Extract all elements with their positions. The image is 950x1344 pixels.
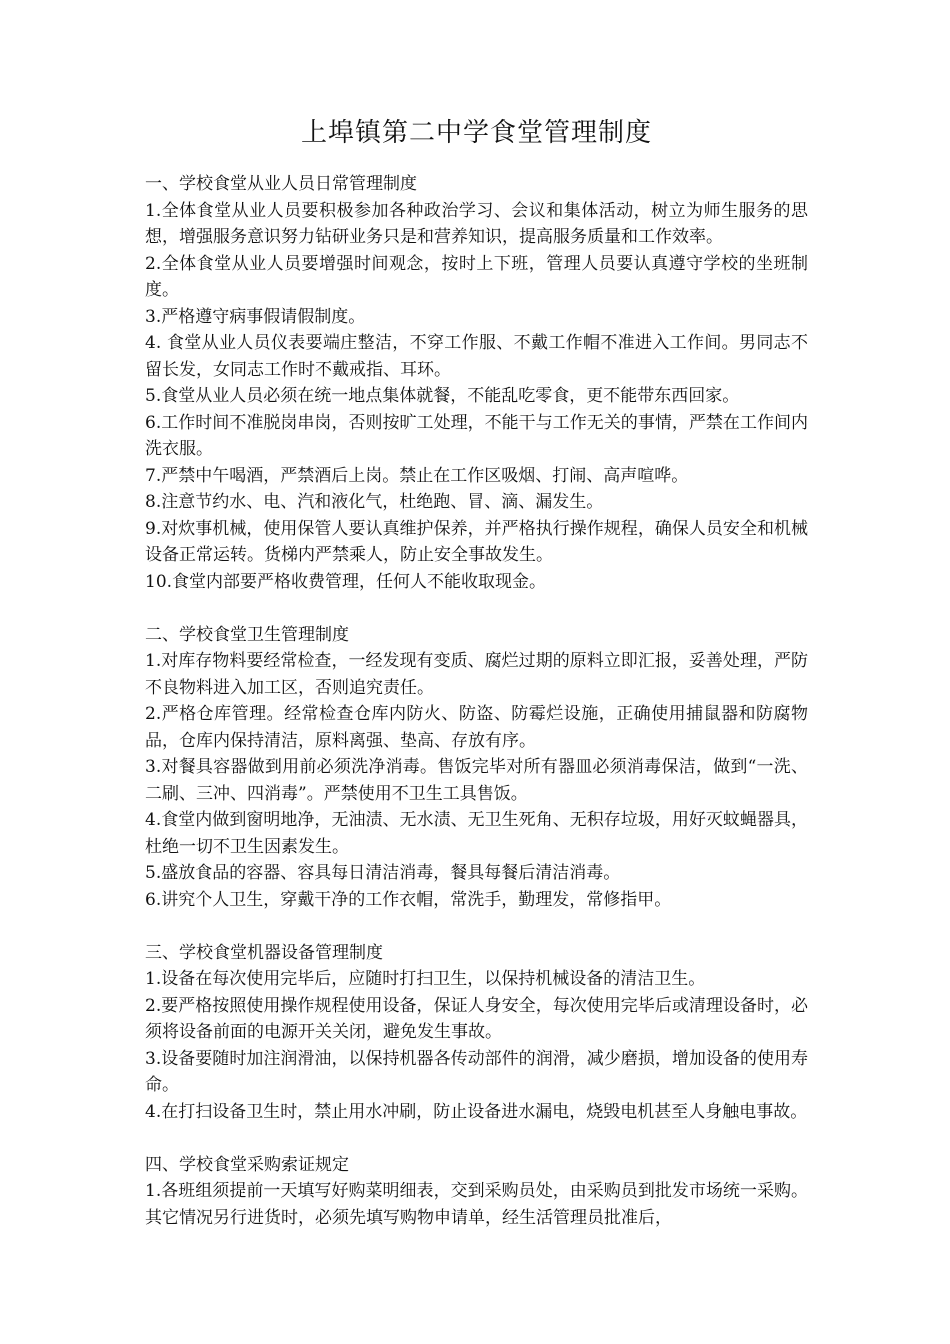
rule-item: 5.盛放食品的容器、容具每日清洁消毒，餐具每餐后清洁消毒。 (145, 863, 621, 883)
section-heading: 一、学校食堂从业人员日常管理制度 (145, 174, 417, 194)
section-2 (145, 622, 808, 914)
section-spacer (145, 1125, 808, 1152)
rule-item: 1.设备在每次使用完毕后，应随时打扫卫生，以保持机械设备的清洁卫生。 (145, 969, 706, 989)
section-heading: 四、学校食堂采购索证规定 (145, 1154, 349, 1175)
rule-item: 4.食堂内做到窗明地净，无油渍、无水渍、无卫生死角、无积存垃圾，用好灭蚊蝇器具，杜绝一切不卫生因素发生。 (145, 810, 808, 857)
rule-item: 2.全体食堂从业人员要增强时间观念，按时上下班，管理人员要认真遵守学校的坐班制度。 (145, 253, 808, 300)
section-heading: 二、学校食堂卫生管理制度 (145, 624, 349, 645)
rule-item: 10.食堂内部要严格收费管理，任何人不能收取现金。 (145, 571, 547, 592)
rule-item: 8.注意节约水、电、汽和液化气，杜绝跑、冒、滴、漏发生。 (145, 492, 604, 512)
rule-item: 6.工作时间不准脱岗串岗，否则按旷工处理，不能干与工作无关的事情，严禁在工作间内洗衣服。 (145, 412, 808, 459)
section-heading: 三、学校食堂机器设备管理制度 (145, 942, 383, 963)
section-1 (145, 171, 808, 595)
rule-item: 1.对库存物料要经常检查，一经发现有变质、腐烂过期的原料立即汇报，妥善处理，严防不良物料进入加工区，否则追究责任。 (145, 651, 808, 698)
rule-item: 2.要严格按照使用操作规程使用设备，保证人身安全，每次使用完毕后或清理设备时，必须将设备前面的电源开关关闭，避免发生事故。 (145, 995, 808, 1042)
rule-item: 3.严格遵守病事假请假制度。 (145, 306, 366, 327)
rule-item: 9.对炊事机械，使用保管人要认真维护保养，并严格执行操作规程，确保人员安全和机械设备正常运转。货梯内严禁乘人，防止安全事故发生。 (145, 518, 808, 565)
document-body (145, 171, 808, 1231)
rule-item: 6.讲究个人卫生，穿戴干净的工作衣帽，常洗手，勤理发，常修指甲。 (145, 889, 672, 910)
rule-item: 5.食堂从业人员必须在统一地点集体就餐，不能乱吃零食，更不能带东西回家。 (145, 386, 740, 406)
section-spacer (145, 595, 808, 622)
rule-item: 4. 食堂从业人员仪表要端庄整洁，不穿工作服、不戴工作帽不准进入工作间。男同志不留长发，女同志工作时不戴戒指、耳环。 (145, 333, 808, 380)
document-title: 上埠镇第二中学食堂管理制度 (300, 118, 652, 148)
rule-item: 4.在打扫设备卫生时，禁止用水冲刷，防止设备进水漏电，烧毁电机甚至人身触电事故。 (145, 1101, 808, 1122)
rule-item: 1.各班组须提前一天填写好购菜明细表，交到采购员处，由采购员到批发市场统一采购。其它情况另行进货时，必须先填写购物申请单，经生活管理员批准后， (145, 1181, 808, 1228)
section-3 (145, 940, 808, 1126)
section-spacer (145, 913, 808, 940)
section-4 (145, 1152, 808, 1232)
rule-item: 1.全体食堂从业人员要积极参加各种政治学习、会议和集体活动，树立为师生服务的思想，增强服务意识努力钻研业务只是和营养知识，提高服务质量和工作效率。 (145, 200, 808, 247)
rule-item: 3.设备要随时加注润滑油，以保持机器各传动部件的润滑，减少磨损，增加设备的使用寿命。 (145, 1048, 808, 1095)
rule-item: 2.严格仓库管理。经常检查仓库内防火、防盗、防霉烂设施，正确使用捕鼠器和防腐物品，仓库内保持清洁，原料离强、垫高、存放有序。 (145, 704, 808, 751)
rule-item: 3.对餐具容器做到用前必须洗净消毒。售饭完毕对所有器皿必须消毒保洁，做到“一洗、二刷、三冲、四消毒”。严禁使用不卫生工具售饭。 (145, 757, 808, 804)
rule-item: 7.严禁中午喝酒，严禁酒后上岗。禁止在工作区吸烟、打闹、高声喧哗。 (145, 465, 689, 486)
